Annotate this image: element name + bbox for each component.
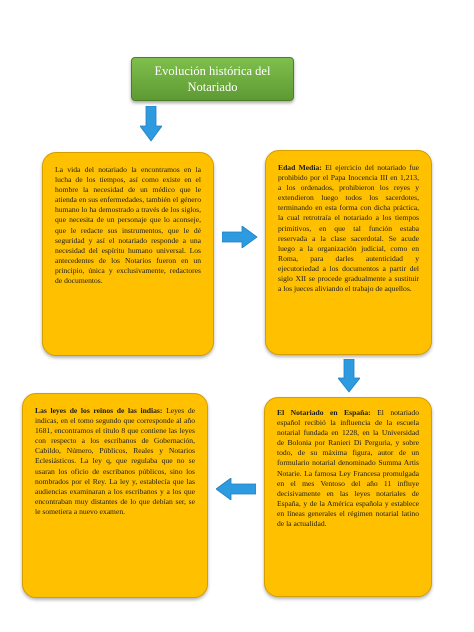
card-edad-media [265,150,432,355]
card-espana [264,397,432,597]
card-espana-text: El notariado español recibió la influencia de la escuela notarial fundada en 1228, en la Universidad de Bolonia por Ranieri Di Perguria, y sobre todo, de su máxima figura, autor de un formulario notarial denominado Summa Artis Notarie. La famosa Ley Francesa promulgada en el mes Ventoso del año 11 influye decisivamente en las leyes notariales de España, y de la América española y establece en líneas generales el régimen notarial latino de la actualidad. [277,408,419,529]
title-box [131,57,294,101]
card-edad-media-text: El ejercicio del notariado fue prohibido por el Papa Inocencia III en 1,213, a los ordenados, prohibieron los reyes y extendieron luego todos los sacerdotes, terminando en esta forma con dicha práctica, la cual retrotraía el notariado a los tiempos primitivos, en que tal función estaba reservada a la clase sacerdotal. Se acude luego a la organización judicial, como en Roma, para darles autenticidad y ejecutoriedad a los documentos a partir del siglo XII se procede gradualmente a sustituir a los jueces aliviando el trabajo de aquellos. [278,163,419,294]
card-indias-heading: Las leyes de los reinos de las indias: [35,406,167,415]
arrow-down-icon [140,106,162,142]
title-text: Evolución histórica del Notariado [154,64,271,94]
card-indias [22,393,208,598]
arrow-down-icon [338,359,360,393]
arrow-left-icon [216,478,256,500]
card-espana-heading: El Notariado en España: [277,408,378,417]
card-origins-text: La vida del notariado la encontramos en la lucha de los tiempos, así como existe en el hombre la necesidad de un médico que le atienda en sus enfermedades, también el género humano lo ha demostrado a través de los siglos, que necesita de un personaje que lo aconseje, que le redacte sus instrumentos, que le dé seguridad y así el notariado responde a una necesidad del espíritu humano universal. Los antecedentes de los Notarios fueron en un principio, única y exclusivamente, redactores de documentos. [55,165,201,286]
card-origins [42,152,214,356]
arrow-right-icon [222,226,258,248]
card-indias-text: Leyes de indicas, en el tomo segundo que corresponde al año 1681, encontramos el título 8 que contiene las leyes con respecto a los escribanos de Gobernación, Cabildo, Número, Públicos, Reales y Notarios Eclesiásticos. La ley q, que regulaba que no se usaran los oficio de escribanos públicos, sino los nombrados por el Rey. La ley y, establecía que las audiencias examinaran a los escribanos y a los que encontraban muy distantes de lo que debían ser, se le sometiera a nuevo examen. [35,406,195,516]
card-edad-media-heading: Edad Media: [278,163,326,172]
